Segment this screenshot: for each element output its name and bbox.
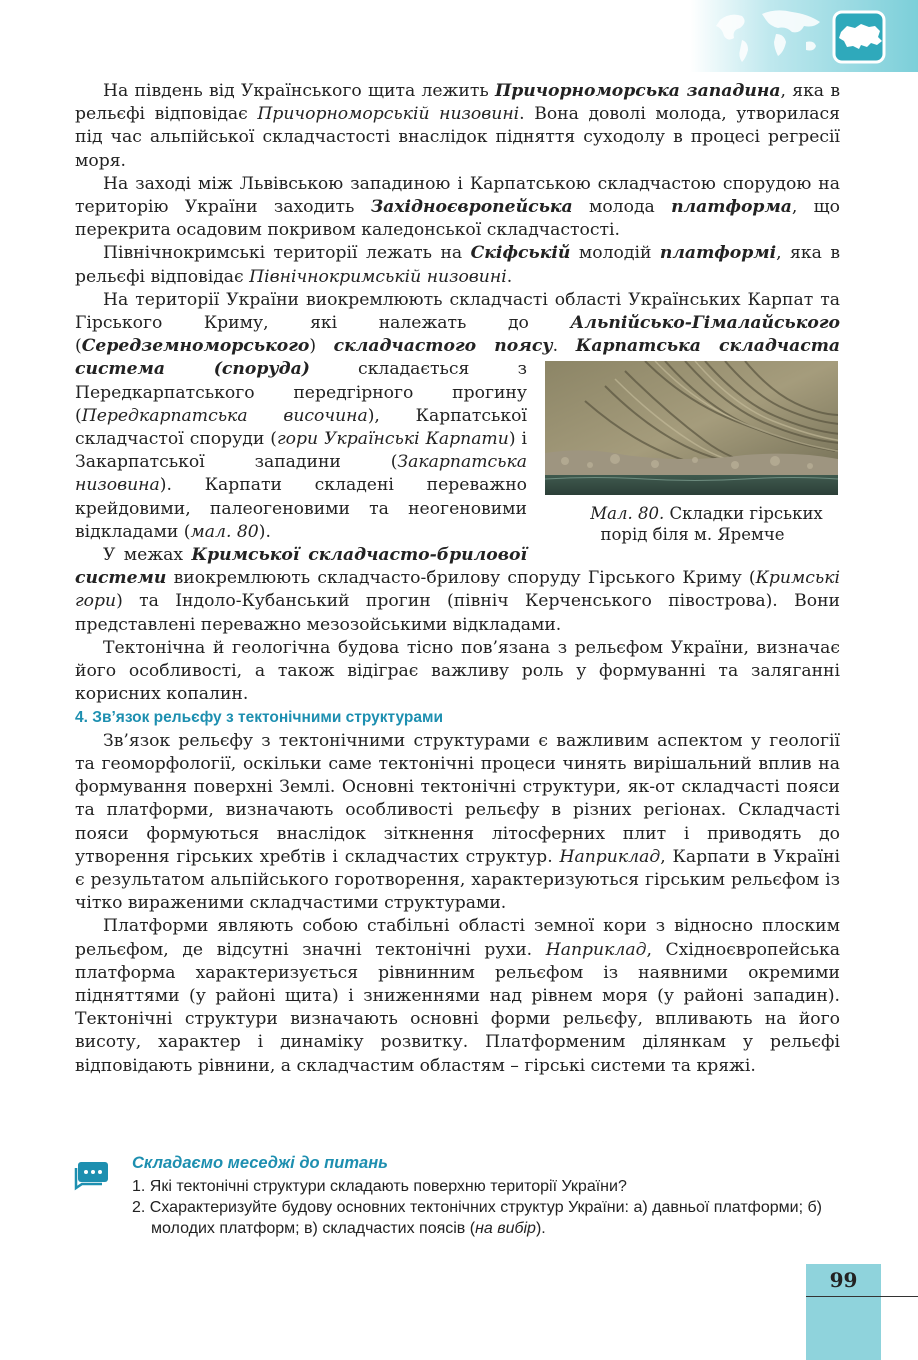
- paragraph: Зв’язок рельєфу з тектонічними структурами є важливим аспектом у геології та геоморфології, оскільки саме тектонічні процеси чинять вирішальний вплив на формування поверхні Землі. Основні тектонічні структури, як-от складчасті пояси та платформи, визначають особливості рельєфу в різних регіонах. Складчасті пояси формуються внаслідок зіткнення літосферних плит і приводять до утворення гірських хребтів і складчастих структур. Наприклад, Карпати в Україні є результатом альпійського горотворення, характеризуються гірським рельєфом із чітко вираженими складчастими структурами.: [75, 730, 840, 914]
- paragraph: Тектонічна й геологічна будова тісно пов’язана з рельєфом України, визначає його особливості, а також відіграє важливу роль у формуванні та заляганні корисних копалин.: [75, 637, 840, 705]
- section-heading: 4. Зв’язок рельєфу з тектонічними структурами: [75, 709, 444, 727]
- main-text: [75, 80, 840, 1078]
- figure: [545, 361, 840, 545]
- page-number-rule: [806, 1296, 918, 1297]
- questions-list: [132, 1176, 842, 1239]
- question-item: 1. Які тектонічні структури складають поверхню території України?: [132, 1178, 627, 1195]
- paragraph: У межах Кримської складчасто-брилової системи виокремлюють складчасто-брилову споруду Гірського Криму (Кримські гори) та Індоло-Кубанський прогин (північ Керченського півострова). Вони представлені переважно мезозойськими відкладами.: [75, 545, 840, 635]
- paragraph: Платформи являють собою стабільні області земної кори з відносно плоским рельєфом, де відсутні значні тектонічні рухи. Наприклад, Східноєвропейська платформа характеризується рівнинним рельєфом із наявними окремими підняттями (у районі щита) і зниженнями над рівнем моря (у районі западин). Тектонічні структури визначають основні форми рельєфу, впливають на його висоту, характер і динаміку розвитку. Платформеним ділянкам у рельєфі відповідають рівнини, а складчастим областям – гірські системи та кряжі.: [75, 916, 840, 1076]
- paragraph: На території України виокремлюють складчасті області Українських Карпат та Гірського Криму, які належать до Альпійсько-Гімалайського (Середземноморського) складчастого поясу. Мал. 80. Складки гірських порід біля м. Яремче Карпатська складчаста система (споруда) складається з Передкарпатського передгірного прогину (Передкарпатська височина), Карпатської складчастої споруди (гори Українські Карпати) і Закарпатської западини (Закарпатська низовина). Карпати складені переважно крейдовими, палеогеновими та неогеновими відкладами (мал. 80).: [75, 289, 840, 544]
- figure-caption: Мал. 80. Складки гірських порід біля м. Яремче: [590, 504, 823, 545]
- paragraph: Північнокримські території лежать на Скіфській молодій платформі, яка в рельєфі відповідає Північнокримській низовині.: [75, 243, 841, 287]
- rock-folds-photo: [545, 361, 838, 495]
- paragraph: На заході між Львівською западиною і Карпатською складчастою спорудою на територію України заходить Західноєвропейська молода платформа, що перекрита осадовим покривом каледонської складчастості.: [75, 173, 840, 241]
- page-number-tab: [806, 1264, 881, 1360]
- paragraph: На південь від Українського щита лежить Причорноморська западина, яка в рельєфі відповідає Причорноморській низовині. Вона доволі молода, утворилася під час альпійської складчастості внаслідок підняття суходолу в процесі регресії моря.: [75, 81, 840, 171]
- questions-title: Складаємо меседжі до питань: [132, 1154, 388, 1172]
- chat-bubble-icon: [74, 1156, 112, 1194]
- header-decoration: [690, 0, 918, 72]
- page-number: 99: [829, 1268, 858, 1292]
- question-item: 2. Схарактеризуйте будову основних тектонічних структур України: а) давньої платформи; б) молодих платформ; в) складчастих поясів (на вибір).: [132, 1199, 822, 1237]
